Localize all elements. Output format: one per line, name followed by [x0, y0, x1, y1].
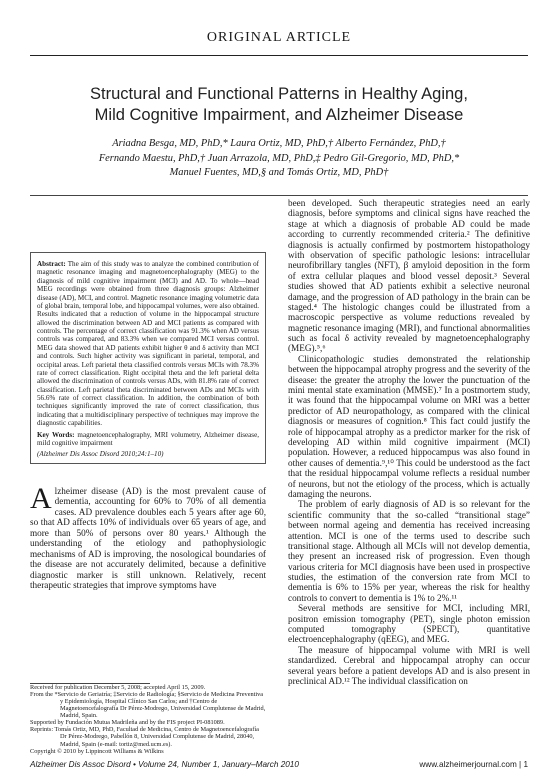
drop-cap: A — [30, 482, 52, 515]
journal-url-page: www.alzheimerjournal.com | 1 — [419, 760, 528, 769]
intro-text: lzheimer disease (AD) is the most prevalent cause of dementia, accounting for 60% to 70% of all dementia cases. AD prevalence doubles each 5 years after age 60, so that AD affects 10% of individuals over 65 years of age, and more than 50% of persons over 80 years.¹ Although the understanding of the etiology and pathophysiologic mechanisms of AD is improving, the nosological boundaries of the disease are not accurately delimited, because a definitive diagnostic marker is still unknown. Relatively, recent therapeutic strategies that improve symptoms have — [30, 486, 266, 591]
intro-paragraph — [30, 482, 266, 591]
page-footer — [30, 760, 528, 772]
abstract-box — [30, 252, 266, 464]
author-line-3: Manuel Fuentes, MD,§ and Tomás Ortiz, MD, PhD† — [169, 167, 389, 178]
citation: (Alzheimer Dis Assoc Disord 2010;24:1–10) — [37, 450, 164, 459]
title-divider — [30, 195, 528, 196]
footnote-funding: Supported by Fundación Mutua Madrileña and by the FIS project PI-081089. — [30, 719, 225, 727]
footnotes — [30, 684, 266, 755]
author-line-1: Ariadna Besga, MD, PhD,* Laura Ortiz, MD, PhD,† Alberto Fernández, PhD,† — [112, 138, 446, 149]
footnote-copyright: Copyright © 2010 by Lippincott Williams & Wilkins — [30, 747, 164, 755]
abstract-label: Abstract: — [37, 260, 66, 268]
title-line-2: Mild Cognitive Impairment, and Alzheimer Disease — [94, 106, 464, 124]
section-heading: ORIGINAL ARTICLE — [206, 30, 352, 45]
journal-issue: Alzheimer Dis Assoc Disord • Volume 24, Number 1, January–March 2010 — [30, 760, 299, 769]
body-paragraph-1: been developed. Such therapeutic strategies need an early diagnosis, before symptoms and clinical signs have reached the stage at which a diagnosis of probable AD could be made according to currently recommended criteria.² The definitive diagnosis is actually confirmed by postmortem histopathology with observation of specific pathologic lesions: intracellular neurofibrillary tangles (NFT), β amyloid deposition in the form of extra cellular plaques and blood vessel deposit.³ Several studies showed that AD patients exhibit a selective neuronal damage, and the progression of AD pathology in the brain can be staged.⁴ The histologic changes could be illustrated from a macroscopic perspective as volume reductions revealed by magnetic resonance imaging (MRI), and functional abnormalities such as focal δ activity revealed by magnetoencephalography (MEG).⁵,⁶ — [288, 198, 530, 354]
header-rule — [30, 55, 528, 56]
body-paragraph-5: The measure of hippocampal volume with MRI is well standardized. Cerebral and hippocampal atrophy can occur several years before a patient develops AD and is also present in preclinical AD.¹² The individual classification on — [288, 644, 530, 686]
right-column — [288, 198, 530, 686]
title-line-1: Structural and Functional Patterns in Healthy Aging, — [90, 85, 468, 103]
body-paragraph-2: Clinicopathologic studies demonstrated the relationship between the hippocampal atrophy progress and the severity of the disease: the greater the atrophy the lower the punctuation of the mini mental state examination (MMSE).⁷ In a postmortem study, it was found that the hippocampal volume on MRI was a better predictor of AD neuropathology, as compared with the clinical diagnosis or measures of cognition.⁸ This fact could justify the role of hippocampal atrophy as a predictor marker for the risk of developing AD within mild cognitive impairment (MCI) population. However, a reduced hippocampus was also found in other causes of dementia.⁹,¹⁰ This could be understood as the fact that the residual hippocampal volume reflects a residual number of neurons, but not the etiology of the process, which is actually damaging the neurons. — [288, 353, 530, 499]
keywords-text: magnetoencephalography, MRI volumetry, Alzheimer disease, mild cognitive impairment — [37, 430, 259, 447]
abstract-text: The aim of this study was to analyze the combined contribution of magnetic resonance imaging and magnetoencephalography (MEG) to the diagnosis of mild cognitive impairment (MCI) and AD. To whole—head MEG recordings were obtained from three diagnosis groups: Alzheimer disease (AD), MCI, and control. Magnetic resonance imaging volumetric data of global brain, temporal lobe, and hippocampal volumes, were also obtained. Results indicated that a reduction of volume in the hippocampal structure allowed the discrimination between AD and MCI patients as compared with controls. The percentage of correct classification was 91.3% when AD versus controls was compared, and 83.3% when we compared MCI versus control. MEG data showed that AD patients exhibit higher θ and δ activity than MCI and controls. Such higher activity was significant in parietal, temporal, and occipital areas. Left parietal theta classified controls versus MCIs with 78.3% rate of correct classification. Right occipital theta and the left parietal delta allowed the discrimination of controls versus ADs, with 81.8% rate of correct classification. Left parietal theta discriminated between ADs and MCIs with 56.6% rate of correct classification. In addition, the combination of both techniques significantly improved the rate of correct classification, thus indicating that a multidisciplinary perspective of techniques may improve the diagnostic capabilities. — [37, 260, 259, 428]
footnote-received: Received for publication December 5, 2008; accepted April 15, 2009. — [30, 684, 206, 691]
body-paragraph-3: The problem of early diagnosis of AD is so relevant for the scientific community that the so-called “transitional stage” between normal ageing and dementia has received increasing attention. MCI is one of the terms used to describe such transitional stage. Although all MCIs will not develop dementia, they present an increased risk of progression. Even though various criteria for MCI diagnosis have been used in prospective studies, the estimation of the conversion rate from MCI to dementia is 6% to 15% per year, whereas the risk for healthy controls to convert to dementia is 1% to 2%.¹¹ — [288, 499, 530, 603]
abstract-paragraph — [37, 260, 259, 428]
footnote-affiliations: From the *Servicio de Geriatría; ‡Servicio de Radiología; §Servicio de Medicina Preventiva y Epidemiología, Hospital Clínico San Carlos; and †Centro de Magnetoencefalografía Dr Pérez-Modrego, Universidad Complutense de Madrid, Madrid, Spain. — [30, 691, 266, 720]
author-list — [30, 137, 528, 181]
author-line-2: Fernando Maestu, PhD,† Juan Arrazola, MD, PhD,‡ Pedro Gil-Gregorio, MD, PhD,* — [98, 152, 460, 164]
keywords-label: Key Words: — [37, 430, 75, 439]
article-title — [40, 84, 518, 126]
keywords-paragraph — [37, 431, 259, 448]
body-paragraph-4: Several methods are sensitive for MCI, including MRI, positron emission tomography (PET), single photon emission computed tomography (SPECT), quantitative electroencephalography (qEEG), and MEG. — [288, 603, 530, 645]
footnote-reprints: Reprints: Tomás Ortiz, MD, PhD, Facultad de Medicina, Centro de Magnetoencefalografía Dr Pérez-Modrego, Pabellón 8, Universidad Complutense de Madrid, 28040, Madrid, Spain (e-mail: tortiz@med.ucm.es). — [30, 726, 259, 748]
introduction — [30, 482, 266, 591]
